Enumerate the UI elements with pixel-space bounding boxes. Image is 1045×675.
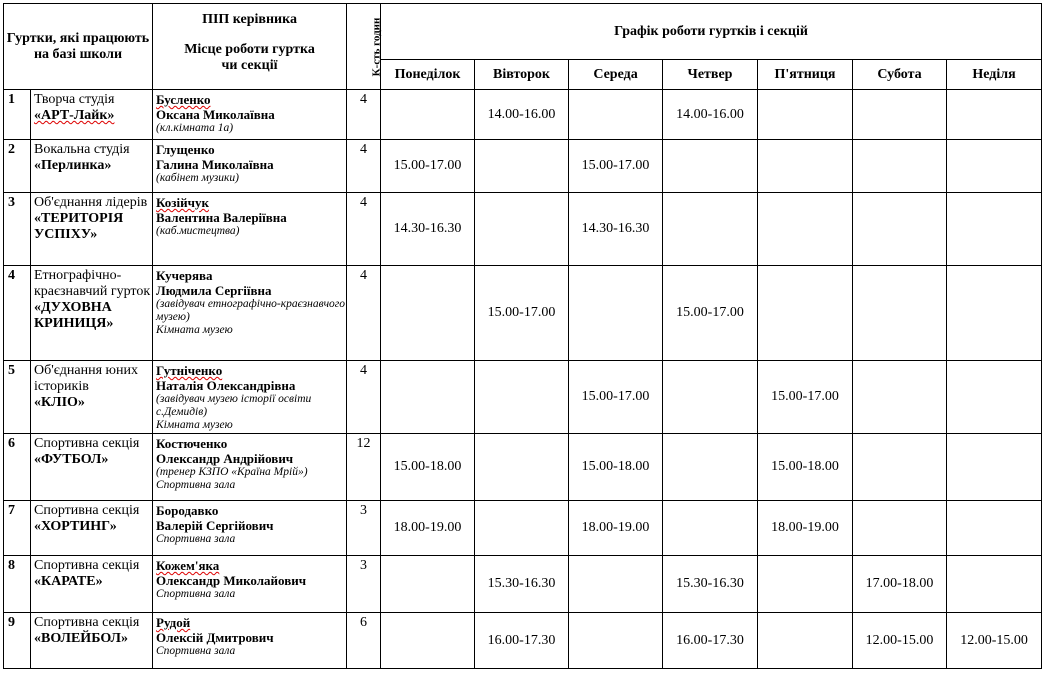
circle-name — [31, 556, 153, 613]
schedule-slot — [758, 90, 853, 140]
leader-first-name: Олексій Дмитрович — [156, 630, 274, 645]
leader-first-name: Наталія Олександрівна — [156, 378, 296, 393]
schedule-slot: 14.00-16.00 — [475, 90, 569, 140]
circle-title: «Перлинка» — [34, 158, 112, 173]
schedule-slot: 17.00-18.00 — [853, 556, 947, 613]
leader-first-name: Галина Миколаївна — [156, 157, 274, 172]
row-number: 1 — [4, 90, 31, 140]
circle-name — [31, 193, 153, 266]
leader-surname: Бородавко — [156, 503, 219, 518]
leader-place: (завідувач етнографічно-краєзнавчого музею) — [156, 298, 346, 323]
leader-surname: Кожем'яка — [156, 558, 220, 573]
table-row — [4, 613, 1042, 669]
leader-place: (кл.кімната 1а) — [156, 122, 234, 134]
schedule-slot — [663, 361, 758, 434]
circle-type: Спортивна секція — [34, 503, 140, 518]
leader-place: (тренер КЗПО «Країна Мрій») — [156, 466, 308, 478]
leader-cell — [153, 556, 347, 613]
schedule-slot: 15.00-18.00 — [758, 434, 853, 501]
day-saturday: Субота — [853, 60, 947, 90]
schedule-slot — [663, 140, 758, 193]
header-schedule-title: Графік роботи гуртків і секцій — [381, 4, 1042, 60]
header-hours: К-сть годин — [347, 4, 381, 90]
leader-cell — [153, 501, 347, 556]
circle-title: «ХОРТИНГ» — [34, 519, 117, 534]
schedule-slot: 16.00-17.30 — [475, 613, 569, 669]
hours-count: 4 — [347, 361, 381, 434]
day-wednesday: Середа — [569, 60, 663, 90]
leader-surname: Рудой — [156, 615, 191, 630]
circle-title: «АРТ-Лайк» — [34, 108, 115, 123]
schedule-slot — [853, 501, 947, 556]
table-row — [4, 90, 1042, 140]
table-row — [4, 361, 1042, 434]
schedule-slot: 12.00-15.00 — [853, 613, 947, 669]
schedule-slot — [947, 556, 1042, 613]
schedule-slot — [853, 266, 947, 361]
leader-first-name: Валерій Сергійович — [156, 518, 274, 533]
hours-count: 3 — [347, 501, 381, 556]
schedule-slot — [569, 90, 663, 140]
circle-name — [31, 361, 153, 434]
circle-title: «ДУХОВНА КРИНИЦЯ» — [34, 300, 114, 331]
schedule-slot — [758, 266, 853, 361]
schedule-slot: 15.00-18.00 — [569, 434, 663, 501]
leader-first-name: Людмила Сергіївна — [156, 283, 272, 298]
leader-cell — [153, 361, 347, 434]
leader-surname: Бусленко — [156, 92, 211, 107]
schedule-slot — [475, 361, 569, 434]
circle-type: Творча студія — [34, 92, 115, 107]
leader-place: Спортивна зала — [156, 533, 236, 545]
circle-title: «КЛІО» — [34, 395, 85, 410]
leader-cell — [153, 90, 347, 140]
circle-type: Спортивна секція — [34, 615, 140, 630]
circle-title: «ВОЛЕЙБОЛ» — [34, 631, 128, 646]
circle-title: «ФУТБОЛ» — [34, 452, 109, 467]
schedule-slot — [475, 140, 569, 193]
schedule-slot — [947, 361, 1042, 434]
row-number: 6 — [4, 434, 31, 501]
row-number: 3 — [4, 193, 31, 266]
schedule-slot: 15.00-17.00 — [475, 266, 569, 361]
schedule-slot — [947, 266, 1042, 361]
schedule-slot — [663, 193, 758, 266]
circle-title: «КАРАТЕ» — [34, 574, 103, 589]
table-row — [4, 266, 1042, 361]
schedule-slot: 14.00-16.00 — [663, 90, 758, 140]
schedule-slot: 15.00-17.00 — [663, 266, 758, 361]
hours-count: 4 — [347, 193, 381, 266]
circle-type: Спортивна секція — [34, 558, 140, 573]
row-number: 8 — [4, 556, 31, 613]
leader-surname: Кучерява — [156, 268, 213, 283]
leader-cell — [153, 434, 347, 501]
table-row — [4, 140, 1042, 193]
leader-place: (каб.мистецтва) — [156, 225, 240, 237]
schedule-slot — [381, 613, 475, 669]
schedule-slot: 15.00-17.00 — [569, 140, 663, 193]
schedule-slot — [475, 434, 569, 501]
schedule-slot: 15.00-17.00 — [758, 361, 853, 434]
schedule-slot — [947, 90, 1042, 140]
schedule-slot: 14.30-16.30 — [569, 193, 663, 266]
leader-place: Спортивна зала — [156, 588, 236, 600]
schedule-slot: 18.00-19.00 — [758, 501, 853, 556]
schedule-slot — [381, 556, 475, 613]
schedule-slot: 15.00-18.00 — [381, 434, 475, 501]
circle-type: Об'єднання лідерів — [34, 195, 148, 210]
schedule-slot — [947, 434, 1042, 501]
table-row — [4, 193, 1042, 266]
schedule-slot — [569, 613, 663, 669]
day-friday: П'ятниця — [758, 60, 853, 90]
leader-surname: Гутніченко — [156, 363, 223, 378]
leader-place: (кабінет музики) — [156, 172, 239, 184]
header-leader — [153, 4, 347, 90]
schedule-slot — [475, 193, 569, 266]
leader-first-name: Олександр Миколайович — [156, 573, 307, 588]
leader-first-name: Оксана Миколаївна — [156, 107, 275, 122]
leader-place: (завідувач музею історії освіти с.Демидів) — [156, 393, 312, 418]
leader-cell — [153, 140, 347, 193]
row-number: 5 — [4, 361, 31, 434]
schedule-slot: 14.30-16.30 — [381, 193, 475, 266]
hours-count: 6 — [347, 613, 381, 669]
hours-count: 12 — [347, 434, 381, 501]
schedule-slot — [758, 556, 853, 613]
circle-title: «ТЕРИТОРІЯ УСПІХУ» — [34, 211, 124, 242]
schedule-slot — [381, 361, 475, 434]
schedule-slot: 15.00-17.00 — [569, 361, 663, 434]
circle-name — [31, 266, 153, 361]
leader-cell — [153, 193, 347, 266]
schedule-slot — [381, 266, 475, 361]
schedule-slot — [663, 501, 758, 556]
day-tuesday: Вівторок — [475, 60, 569, 90]
row-number: 4 — [4, 266, 31, 361]
hours-count: 4 — [347, 90, 381, 140]
schedule-slot — [569, 266, 663, 361]
circle-type: Спортивна секція — [34, 436, 140, 451]
schedule-table — [3, 3, 1042, 669]
schedule-slot — [947, 140, 1042, 193]
day-sunday: Неділя — [947, 60, 1042, 90]
schedule-slot — [475, 501, 569, 556]
circle-type: Об'єднання юних істориків — [34, 363, 138, 394]
day-thursday: Четвер — [663, 60, 758, 90]
leader-place: Кімната музею — [156, 419, 233, 431]
leader-place: Спортивна зала — [156, 479, 236, 491]
schedule-slot — [853, 140, 947, 193]
day-monday: Понеділок — [381, 60, 475, 90]
schedule-slot: 18.00-19.00 — [569, 501, 663, 556]
schedule-slot — [853, 361, 947, 434]
circle-name — [31, 434, 153, 501]
schedule-slot: 15.30-16.30 — [475, 556, 569, 613]
schedule-slot — [947, 501, 1042, 556]
schedule-slot: 16.00-17.30 — [663, 613, 758, 669]
hours-count: 4 — [347, 266, 381, 361]
circle-name — [31, 90, 153, 140]
table-row — [4, 556, 1042, 613]
row-number: 7 — [4, 501, 31, 556]
schedule-slot — [853, 193, 947, 266]
schedule-slot — [569, 556, 663, 613]
schedule-slot — [758, 193, 853, 266]
schedule-slot — [663, 434, 758, 501]
leader-surname: Козійчук — [156, 195, 209, 210]
schedule-slot: 12.00-15.00 — [947, 613, 1042, 669]
schedule-slot — [947, 193, 1042, 266]
circle-type: Вокальна студія — [34, 142, 130, 157]
circle-name — [31, 501, 153, 556]
schedule-slot — [853, 90, 947, 140]
circle-type: Етнографічно-краєзнавчий гурток — [34, 268, 151, 299]
hours-count: 3 — [347, 556, 381, 613]
leader-cell — [153, 613, 347, 669]
header-circles: Гуртки, які працюють на базі школи — [4, 4, 153, 90]
leader-first-name: Валентина Валеріївна — [156, 210, 287, 225]
hours-count: 4 — [347, 140, 381, 193]
leader-place: Спортивна зала — [156, 645, 236, 657]
schedule-slot — [853, 434, 947, 501]
circle-name — [31, 140, 153, 193]
schedule-slot: 15.00-17.00 — [381, 140, 475, 193]
leader-surname: Костюченко — [156, 436, 228, 451]
schedule-body — [4, 90, 1042, 669]
schedule-slot: 15.30-16.30 — [663, 556, 758, 613]
leader-place: Кімната музею — [156, 324, 233, 336]
schedule-slot: 18.00-19.00 — [381, 501, 475, 556]
circle-name — [31, 613, 153, 669]
table-row — [4, 434, 1042, 501]
schedule-slot — [758, 140, 853, 193]
leader-cell — [153, 266, 347, 361]
header-leader-label: ПІП керівника — [202, 12, 297, 27]
leader-first-name: Олександр Андрійович — [156, 451, 294, 466]
table-row — [4, 501, 1042, 556]
row-number: 2 — [4, 140, 31, 193]
leader-surname: Глущенко — [156, 142, 215, 157]
schedule-slot — [381, 90, 475, 140]
row-number: 9 — [4, 613, 31, 669]
header-place-label: Місце роботи гуртка чи секції — [184, 42, 315, 73]
schedule-slot — [758, 613, 853, 669]
